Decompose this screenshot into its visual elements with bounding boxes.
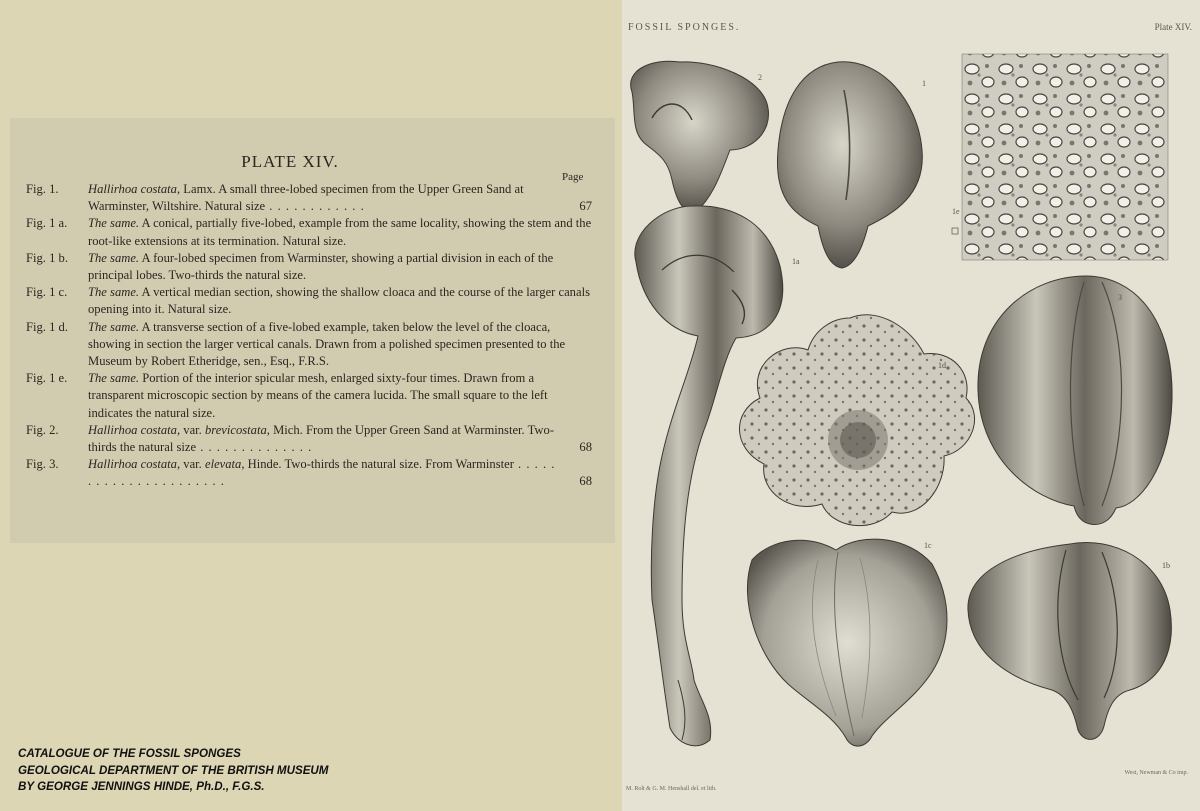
figure-label: 1c xyxy=(924,541,932,550)
figure-description: Lamx. A small three-lobed specimen from the Upper Green Sand at Warminster, Wiltshire. Natural size xyxy=(88,182,524,214)
plate-title: PLATE XIV. xyxy=(241,152,339,171)
figure-description: A conical, partially five-lobed, example from the same locality, showing the stem and the root-like extensions at its termination. Natural size. xyxy=(88,216,592,248)
figure-entry xyxy=(26,370,592,422)
figure-description: A vertical median section, showing the shallow cloaca and the course of the larger canals opening into it. Natural size. xyxy=(88,285,590,317)
figure-description: var. xyxy=(180,457,205,472)
figure-entry xyxy=(26,319,592,371)
figure-number: Fig. 1 e. xyxy=(26,371,68,386)
figure-description: Hinde. Two-thirds the natural size. From Warminster xyxy=(244,457,514,472)
plate-description-page xyxy=(10,118,615,543)
leader-dots: . . . . . . . . . . . . . . xyxy=(196,440,313,455)
figure-label: 1e xyxy=(952,207,960,216)
caption-line: CATALOGUE OF THE FOSSIL SPONGES xyxy=(18,747,241,760)
figure-description: A transverse section of a five-lobed example, taken below the level of the cloaca, showing in section the larger vertical canals. Drawn from a polished specimen presented to the Museum by Robert Etheridge, sen., Esq., F.R.S. xyxy=(88,319,566,369)
figure-entry xyxy=(26,422,592,456)
sponge-illustrations xyxy=(622,0,1200,811)
page-number: 68 xyxy=(579,440,592,455)
caption-line: GEOLOGICAL DEPARTMENT OF THE BRITISH MUSEUM xyxy=(18,763,329,777)
figure-label: 1 xyxy=(922,79,926,88)
species-name: Hallirhoa costata, xyxy=(88,182,181,196)
figure-number: Fig. 3. xyxy=(26,457,59,472)
figure-entries xyxy=(26,181,592,491)
figure-number: Fig. 1 a. xyxy=(26,216,68,231)
figure-label: 1a xyxy=(792,257,800,266)
plate-header-title: FOSSIL SPONGES. xyxy=(628,22,741,33)
species-name: Hallirhoa costata, xyxy=(88,457,181,472)
species-name: The same. xyxy=(88,371,140,386)
species-name: Hallirhoa costata, xyxy=(88,422,181,437)
species-name: The same. xyxy=(88,250,140,265)
figure-entry xyxy=(26,456,592,490)
figure-label: 3 xyxy=(1118,293,1122,302)
figure-label: 2 xyxy=(758,73,762,82)
figure-number: Fig. 1. xyxy=(26,182,59,196)
figure-entry xyxy=(26,284,592,318)
figure-number: Fig. 1 c. xyxy=(26,285,68,300)
figure-entry xyxy=(26,215,592,249)
figure-description: Mich. From the Upper Green Sand at Warminster. Two-thirds the natural size xyxy=(88,422,555,455)
figure-entry xyxy=(26,250,592,284)
variety-name: brevicostata, xyxy=(204,422,270,437)
figure-label: 1b xyxy=(1162,561,1170,570)
figure-label: 1d xyxy=(938,361,946,370)
figure-description: Portion of the interior spicular mesh, enlarged sixty-four times. Drawn from a transparent microscopic section by means of the camera lucida. The small square to the left indicates the natural size. xyxy=(88,371,548,420)
leader-dots: . . . . . . . . . . . . . . . . . . . . . . xyxy=(88,457,556,489)
leader-dots: . . . . . . . . . . . . xyxy=(265,199,365,214)
page-number: 68 xyxy=(579,474,592,489)
figure-description: var. xyxy=(180,422,205,437)
figure-number: Fig. 1 b. xyxy=(26,250,68,265)
species-name: The same. xyxy=(88,285,140,300)
lithograph-plate xyxy=(622,0,1200,811)
plate-artist-credit: M. Rolt & G. M. Henshall del. et lith. xyxy=(626,786,717,792)
figure-number: Fig. 1 d. xyxy=(26,319,68,334)
page-number: 67 xyxy=(579,199,592,214)
figure-number: Fig. 2. xyxy=(26,422,59,437)
plate-header-number: Plate XIV. xyxy=(1154,22,1192,32)
plate-printer-credit: West, Newman & Co imp. xyxy=(1124,770,1188,776)
species-name: The same. xyxy=(88,216,140,231)
page-column-label: Page xyxy=(562,171,584,183)
species-name: The same. xyxy=(88,319,140,334)
figure-entry xyxy=(26,181,592,215)
figure-description: A four-lobed specimen from Warminster, showing a partial division in each of the principal lobes. Two-thirds the natural size. xyxy=(88,250,554,283)
book-caption xyxy=(18,746,328,796)
variety-name: elevata, xyxy=(204,457,245,472)
caption-line: BY GEORGE JENNINGS HINDE, Ph.D., F.G.S. xyxy=(18,780,265,793)
